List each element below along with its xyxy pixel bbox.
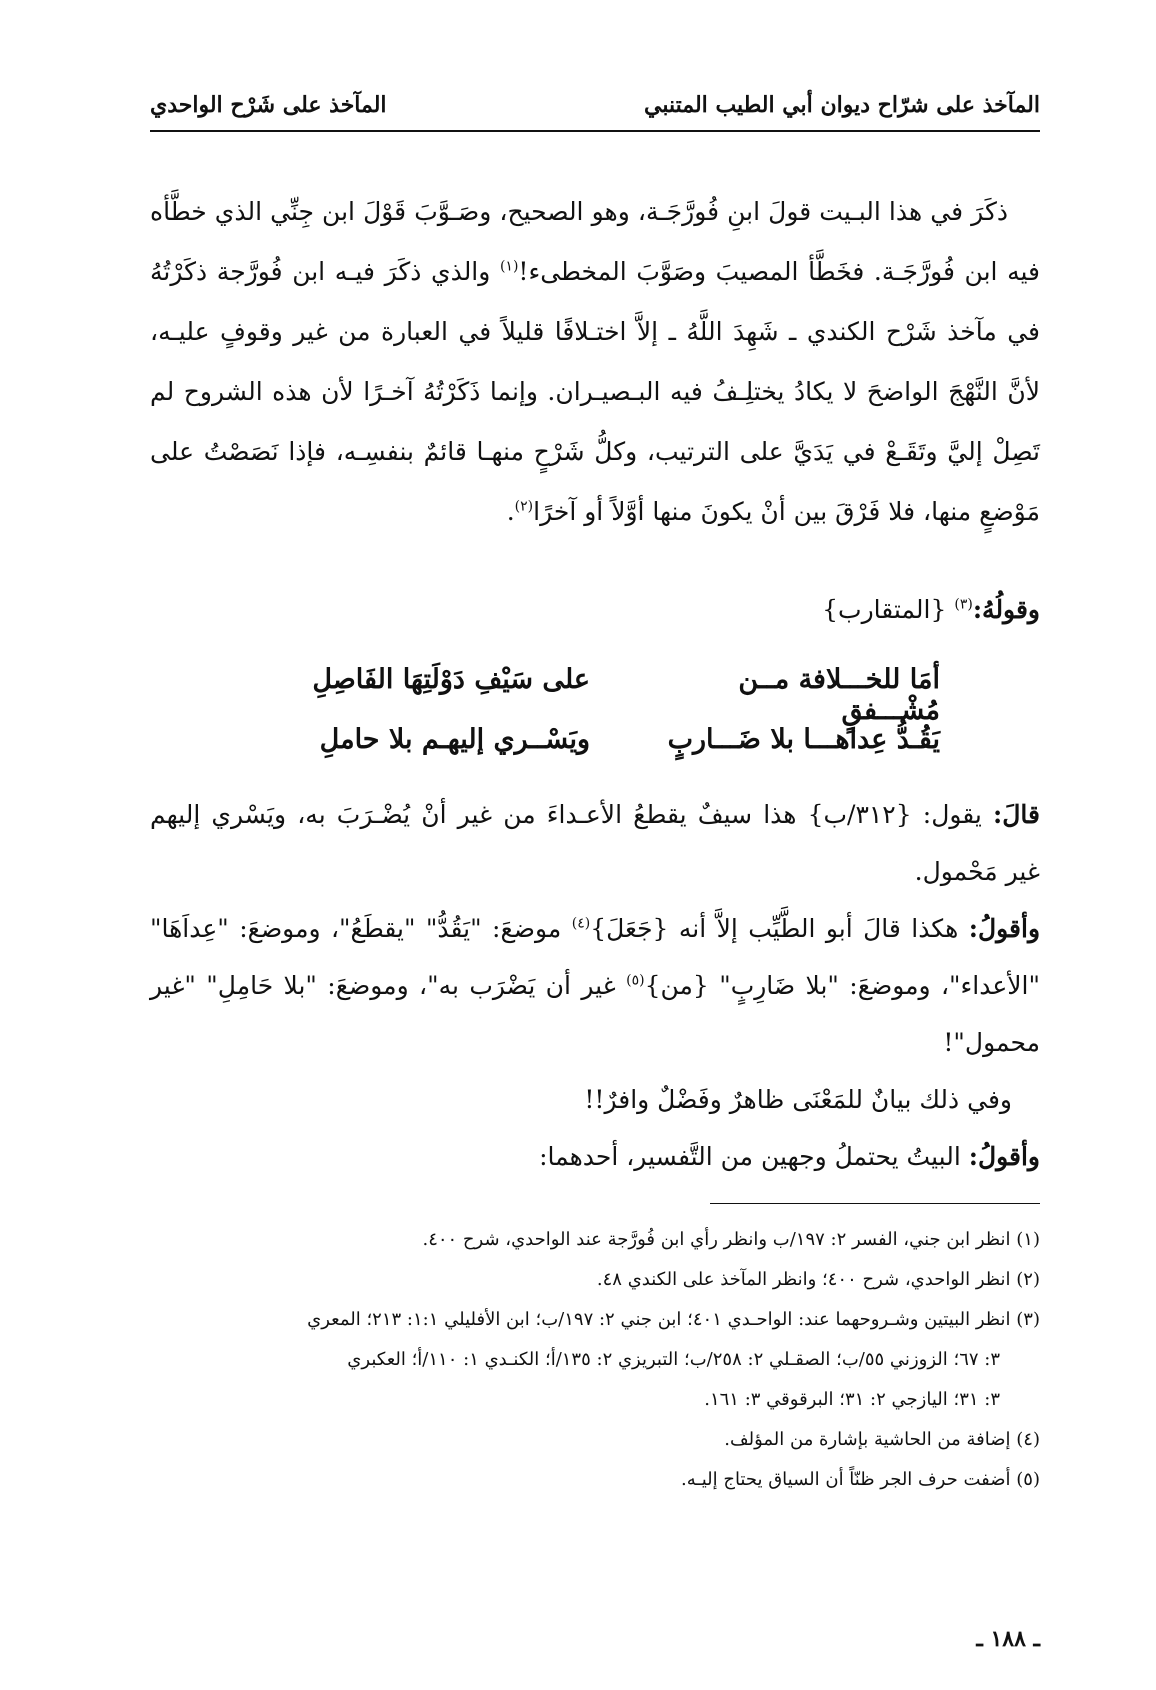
commentary: [150, 786, 1040, 1185]
footnote-number: (٣): [1016, 1309, 1040, 1330]
footnote-3-cont-1: ٣: ٦٧؛ الزوزني ٥٥/ب؛ الصقـلي ٢: ٢٥٨/ب؛ التبريزي ٢: ١٣٥/أ؛ الكنـدي ١: ١١٠/أ؛ العكبري: [347, 1349, 1000, 1370]
footnote-text: إضافة من الحاشية بإشارة من المؤلف.: [724, 1429, 1011, 1450]
aqul-label-1: وأقولُ:: [968, 914, 1041, 943]
footnote-4: [150, 1420, 1040, 1460]
verse-1-hemistich-2: على سَيْفِ دَوْلَتِهَا الفَاصِلِ: [312, 664, 590, 695]
meter-name: {المتقارب}: [822, 595, 947, 624]
aqul-text-2: البيتُ يحتملُ وجهين من التَّفسير، أحدهما:: [539, 1142, 969, 1171]
book-title: المآخذ على شرّاح ديوان أبي الطيب المتنبي: [644, 92, 1040, 118]
body-paragraph: [150, 182, 1040, 542]
body-text-part1: ذكَرَ في هذا البـيت قولَ ابنِ فُورَّجَـة، وهو الصحيح، وصَـوَّبَ قَوْلَ ابن جِنِّي الذي خطَّأه فيه ابن فُورَّجَـة. فخَطَّأ المصيبَ وصَوَّبَ المخطىء!: [150, 197, 1040, 286]
page-number: ـ ١٨٨ ـ: [976, 1626, 1040, 1652]
footnote-ref-5: (٥): [626, 972, 645, 989]
footnote-number: (٢): [1016, 1269, 1040, 1290]
footnote-text: انظر البيتين وشـروحهما عند: الواحـدي ٤٠١؛ ابن جني ٢: ١٩٧/ب؛ ابن الأفليلي ١:١: ٢١٣؛ المعري: [307, 1309, 1011, 1330]
verse-line-2: [240, 724, 940, 764]
section-title: المآخذ على شَرْح الواحدي: [150, 92, 387, 118]
verse-2-hemistich-2: ويَسْــري إليهـم بلا حاملِ: [319, 724, 590, 755]
aqul-text-1: هكذا قالَ أبو الطَّيِّب إلاَّ أنه {جَعَلَ}: [590, 914, 969, 943]
aqul-label-2: وأقولُ:: [968, 1142, 1040, 1171]
footnote-ref-4: (٤): [571, 915, 591, 932]
footnotes: [150, 1220, 1040, 1500]
header-rule: [150, 130, 1040, 132]
footnote-ref-2: (٢): [514, 498, 534, 515]
verse-line-1: [240, 664, 940, 726]
footnote-2: [150, 1260, 1040, 1300]
footnote-number: (١): [1016, 1229, 1040, 1250]
footnote-3: [150, 1300, 1040, 1340]
body-text-end: .: [506, 497, 515, 526]
remark-line: وفي ذلك بيانٌ للمَعْنَى ظاهرٌ وفَضْلٌ وافرٌ!!: [584, 1085, 1012, 1114]
verse-intro: [150, 595, 1040, 624]
footnote-ref-1: (١): [499, 258, 519, 275]
footnote-text: انظر ابن جني، الفسر ٢: ١٩٧/ب وانظر رأي ابن فُورَّجة عند الواحدي، شرح ٤٠٠.: [422, 1229, 1011, 1250]
footnote-rule: [710, 1203, 1040, 1204]
aqul-text-1c: غير أن يَضْرَب به"، وموضعَ: "بلا حَامِلِ" "غير محمول"!: [150, 971, 1040, 1057]
footnote-number: (٤): [1016, 1429, 1040, 1450]
qala-label: قالَ:: [993, 800, 1040, 829]
footnote-5: [150, 1460, 1040, 1500]
verse-intro-label: وقولُهُ:: [972, 595, 1040, 624]
verse-2-hemistich-1: يَقُـدُّ عِداهـــا بلا ضَـــاربٍ: [667, 724, 940, 755]
footnote-3-cont-2: ٣: ٣١؛ اليازجي ٢: ٣١؛ البرقوقي ٣: ١٦١.: [704, 1389, 1000, 1410]
footnote-text: أضفت حرف الجر ظنّاً أن السياق يحتاج إليـه.: [681, 1469, 1011, 1490]
footnote-number: (٥): [1016, 1469, 1040, 1490]
qala-text: يقول: {٣١٢/ب} هذا سيفٌ يقطعُ الأعـداءَ من غير أنْ يُضْـرَبَ به، ويَسْري إليهم غير مَحْمول.: [150, 800, 1040, 886]
footnote-1: [150, 1220, 1040, 1260]
aqul-text-1b: موضعَ: "يَقُدُّ" "يقطَعُ"، وموضعَ: "عِداَهَا" "الأعداء"، وموضعَ: "بلا ضَارِبٍ" {من}: [150, 914, 1040, 1000]
running-header: [150, 82, 1040, 132]
footnote-text: انظر الواحدي، شرح ٤٠٠؛ وانظر المآخذ على الكندي ٤٨.: [596, 1269, 1011, 1290]
footnote-ref-3: (٣): [954, 596, 973, 613]
verse-1-hemistich-1: أمَا للخـــلافة مــن مُشْـــفقٍ: [738, 664, 940, 726]
body-text-part2: والذي ذكَرَ فيـه ابن فُورَّجة ذكَرْتُهُ في مآخذ شَرْح الكندي ـ شَهِدَ اللَّهُ ـ إلاَّ اختـلافًا قليلاً في العبارة من غير وقوفٍ عليـه، لأنَّ النَّهْجَ الواضحَ لا يكادُ يختلِـفُ فيه البـصيـران. وإنما ذَكَرْتُهُ آخـرًا لأن هذه الشروح لم تَصِلْ إليَّ وتَقَـعْ في يَدَيَّ على الترتيب، وكلُّ شَرْحٍ منهـا قائمٌ بنفسِـه، فإذا نَصَصْتُ على مَوْضعٍ منها، فلا فَرْقَ بين أنْ يكونَ منها أوَّلاً أو آخرًا: [150, 257, 1040, 526]
